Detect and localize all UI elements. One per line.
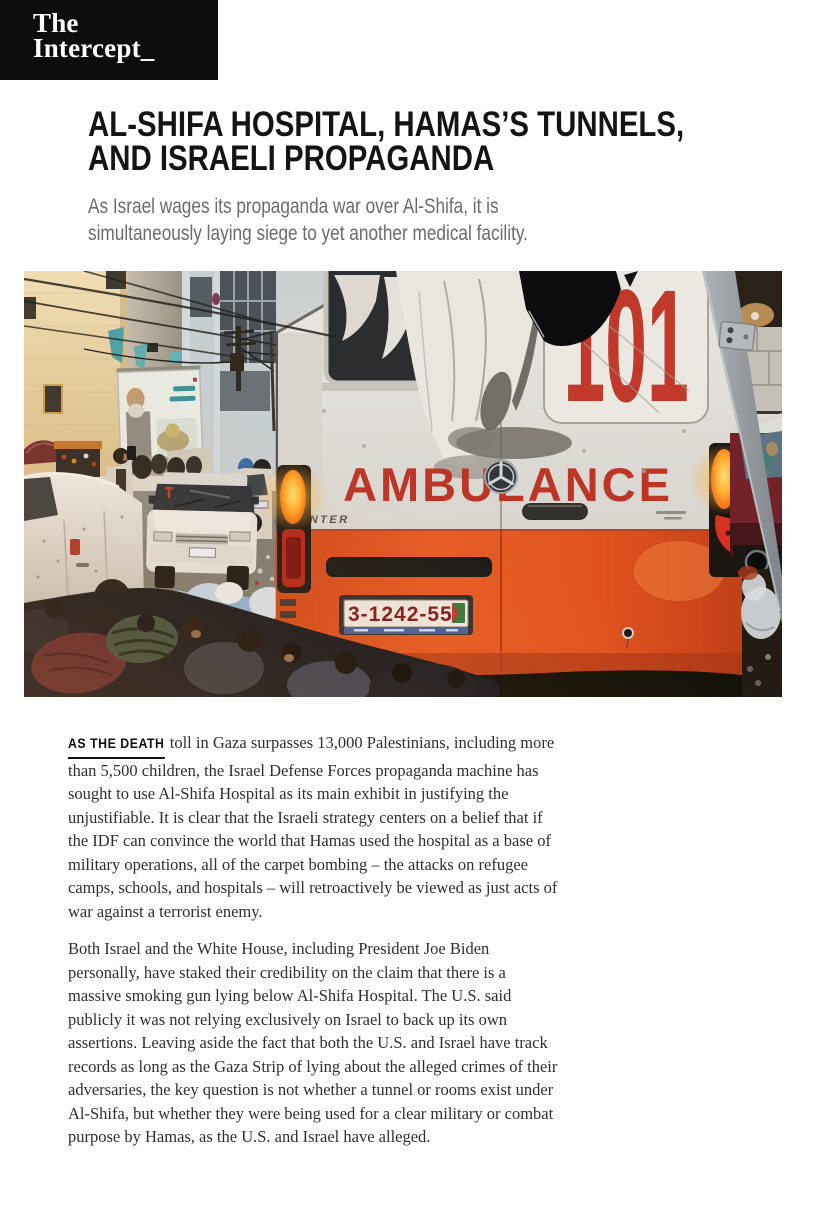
article-body xyxy=(68,731,560,1163)
warm-light-overlay xyxy=(24,271,782,697)
lead-in: AS THE DEATH xyxy=(68,732,164,759)
article-photo xyxy=(24,271,782,697)
paragraph-1 xyxy=(68,731,560,923)
paragraph-1-text: toll in Gaza surpasses 13,000 Palestinians, including more than 5,500 children, the Israel Defense Forces propaganda machine has sought to use Al-Shifa Hospital as its main exhibit in justifying the unjustifiable. It is clear that the Israeli strategy centers on a belief that if the IDF can convince the world that Hamas used the hospital as a base of military operations, all of the carpet bombing – the attacks on refugee camps, schools, and hospitals – will retroactively be viewed as just acts of war against a terrorist enemy. xyxy=(68,733,558,921)
headline-line-1: AL-SHIFA HOSPITAL, HAMAS’S TUNNELS, xyxy=(88,105,685,144)
dek-line-1: As Israel wages its propaganda war over Al-Shifa, it is xyxy=(88,195,499,218)
intercept-logo[interactable] xyxy=(0,0,218,80)
logo-line-1: The xyxy=(33,8,79,38)
headline-line-2: AND ISRAELI PROPAGANDA xyxy=(88,139,495,178)
article-headline xyxy=(88,105,685,178)
paragraph-2: Both Israel and the White House, including President Joe Biden personally, have staked their credibility on the claim that there is a massive smoking gun lying below Al-Shifa Hospital. The U.S. said publicly it was not relying exclusively on Israel to back up its own assertions. Leaving aside the fact that both the U.S. and Israel have track records as long as the Gaza Strip of lying about the alleged crimes of their adversaries, the key question is not whether a tunnel or rooms exist under Al-Shifa, but whether they were being used for a clear military or combat purpose by Hamas, as the U.S. and Israel have alleged. xyxy=(68,939,558,1146)
article-dek xyxy=(88,193,528,247)
ambulance-photo-illustration xyxy=(24,271,782,697)
intercept-logo-text xyxy=(33,8,218,63)
logo-line-2: Intercept_ xyxy=(33,33,155,63)
dek-line-2: simultaneously laying siege to yet another medical facility. xyxy=(88,222,528,245)
